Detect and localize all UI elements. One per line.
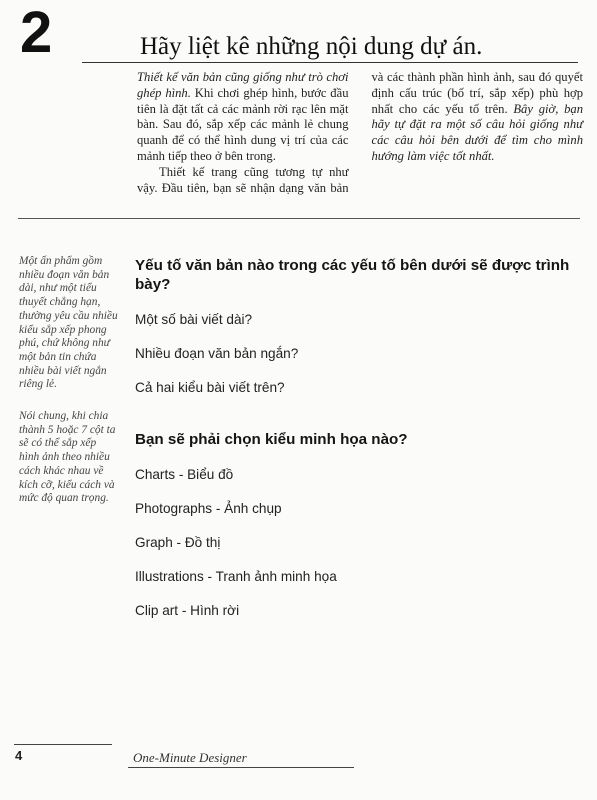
intro-p1-rest: Khi chơi ghép hình, bước đầu tiên là đặt tất cả các mảnh rời rạc lên mặt bàn. Sau đó, sắp xếp các mảnh lẻ chung quanh để có thể hình dung vị trí của các mảnh tiếp theo ở bên trong.: [137, 85, 349, 163]
header-rule: [82, 62, 578, 63]
option-both: Cả hai kiểu bài viết trên?: [135, 380, 285, 395]
sidebar-note-2: Nói chung, khi chia thành 5 hoặc 7 cột ta sẽ có thể sắp xếp hình ảnh theo nhiều cách khác nhau về kích cỡ, kiểu cách và mức độ quan trọng.: [19, 410, 116, 505]
chapter-number: 2: [20, 0, 53, 65]
option-charts: Charts - Biểu đồ: [135, 467, 234, 482]
book-title: One-Minute Designer: [133, 750, 247, 765]
intro-text: [137, 70, 583, 196]
checklist: [135, 256, 575, 637]
option-short-texts: Nhiều đoạn văn bản ngắn?: [135, 346, 299, 361]
sidebar-note-1: Một ấn phẩm gồm nhiều đoạn văn bản dài, như một tiểu thuyết chẳng hạn, thường yêu cầu nhiều kiểu sắp xếp phong phú, chứ không như một bản tin chứa nhiều bài viết ngắn riêng lẻ.: [19, 255, 118, 391]
option-graph: Graph - Đồ thị: [135, 535, 221, 550]
sidebar-notes: [19, 255, 118, 524]
intro-p1-italic: Thiết kế văn bản cũng giống như trò chơi ghép hình.: [137, 70, 349, 100]
option-clip-art: Clip art - Hình rời: [135, 603, 240, 618]
option-illustrations: Illustrations - Tranh ảnh minh họa: [135, 569, 337, 584]
intro-paragraph-1: [137, 70, 349, 165]
footer-rule-right: [128, 767, 354, 768]
footer-rule-left: [14, 744, 112, 745]
question-heading-illustrations: Bạn sẽ phải chọn kiểu minh họa nào?: [135, 431, 408, 448]
intro-p2-italic: Bây giờ, bạn hãy tự đặt ra một số câu hỏi giống như các câu hỏi bên dưới để tìm cho mình hướng làm việc tốt nhất.: [371, 101, 583, 163]
question-heading-text-elements: Yếu tố văn bản nào trong các yếu tố bên dưới sẽ được trình bày?: [135, 257, 570, 293]
option-long-articles: Một số bài viết dài?: [135, 312, 253, 327]
section-divider: [18, 218, 580, 219]
option-photographs: Photographs - Ảnh chụp: [135, 501, 282, 516]
intro-p2-start: Thiết kế trang cũng tương tự như vậy. Đầu tiên, bạn sẽ nhận dạng văn bản và các thành phần hình ảnh, sau đó quyết định cấu trúc (bố trí, sắp xếp) phù hợp nhất cho các yếu tố trên.: [137, 70, 583, 195]
chapter-title: Hãy liệt kê những nội dung dự án.: [140, 33, 483, 60]
page-number: 4: [15, 748, 23, 763]
